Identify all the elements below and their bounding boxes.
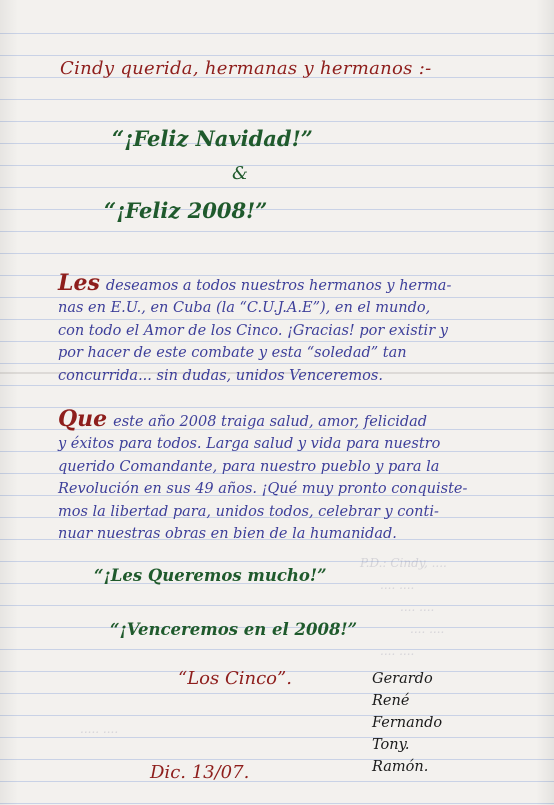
paragraph-line: este año 2008 traiga salud, amor, felicidad — [113, 414, 428, 430]
paragraph-que-este-ano — [58, 408, 548, 545]
bleed-through-text: P.D.: Cindy, .... — [360, 556, 447, 570]
paragraph-initial-word: Que — [58, 406, 108, 432]
paragraph-line: mos la libertad para, unidos todos, celebrar y conti- — [58, 503, 439, 520]
signer-name: Fernando — [372, 715, 443, 731]
bleed-through-text: .... .... — [410, 622, 445, 636]
paragraph-line: con todo el Amor de los Cinco. ¡Gracias! por existir y — [58, 322, 448, 339]
paragraph-line: y éxitos para todos. Larga salud y vida para nuestro — [58, 436, 441, 453]
bleed-through-text: .... .... — [400, 600, 435, 614]
signer-name: Ramón. — [372, 759, 429, 775]
signer-name: Gerardo — [372, 671, 433, 687]
closing-venceremos: “¡Venceremos en el 2008!” — [110, 620, 358, 639]
signer-name: Tony. — [372, 737, 410, 753]
bleed-through-text: .... .... — [380, 644, 415, 658]
headline-feliz-2008: “¡Feliz 2008!” — [104, 198, 268, 223]
paragraph-line: deseamos a todos nuestros hermanos y herma- — [105, 278, 452, 294]
closing-les-queremos: “¡Les Queremos mucho!” — [94, 566, 327, 585]
signers-list — [372, 668, 442, 778]
bleed-through-text: ..... .... — [80, 722, 119, 736]
paragraph-initial-word: Les — [58, 270, 100, 296]
headline-feliz-navidad: “¡Feliz Navidad!” — [112, 126, 313, 151]
paragraph-line: Revolución en sus 49 años. ¡Qué muy pronto conquiste- — [58, 481, 468, 498]
bleed-through-text: .... .... — [380, 578, 415, 592]
paragraph-line: concurrida... sin dudas, unidos Venceremos. — [58, 367, 383, 384]
letter-date: Dic. 13/07. — [150, 762, 250, 783]
greeting-line: Cindy querida, hermanas y hermanos :- — [60, 58, 432, 79]
paragraph-line: querido Comandante, para nuestro pueblo y para la — [58, 458, 440, 475]
paragraph-line: nas en E.U., en Cuba (la “C.U.J.A.E”), en el mundo, — [58, 300, 431, 317]
paragraph-les-deseamos — [58, 272, 548, 387]
paragraph-line: por hacer de este combate y esta “soledad” tan — [58, 345, 407, 362]
paragraph-line: nuar nuestras obras en bien de la humanidad. — [58, 526, 397, 543]
ampersand: & — [232, 163, 249, 184]
signer-name: René — [372, 693, 410, 709]
signature-los-cinco: “Los Cinco”. — [178, 668, 292, 689]
